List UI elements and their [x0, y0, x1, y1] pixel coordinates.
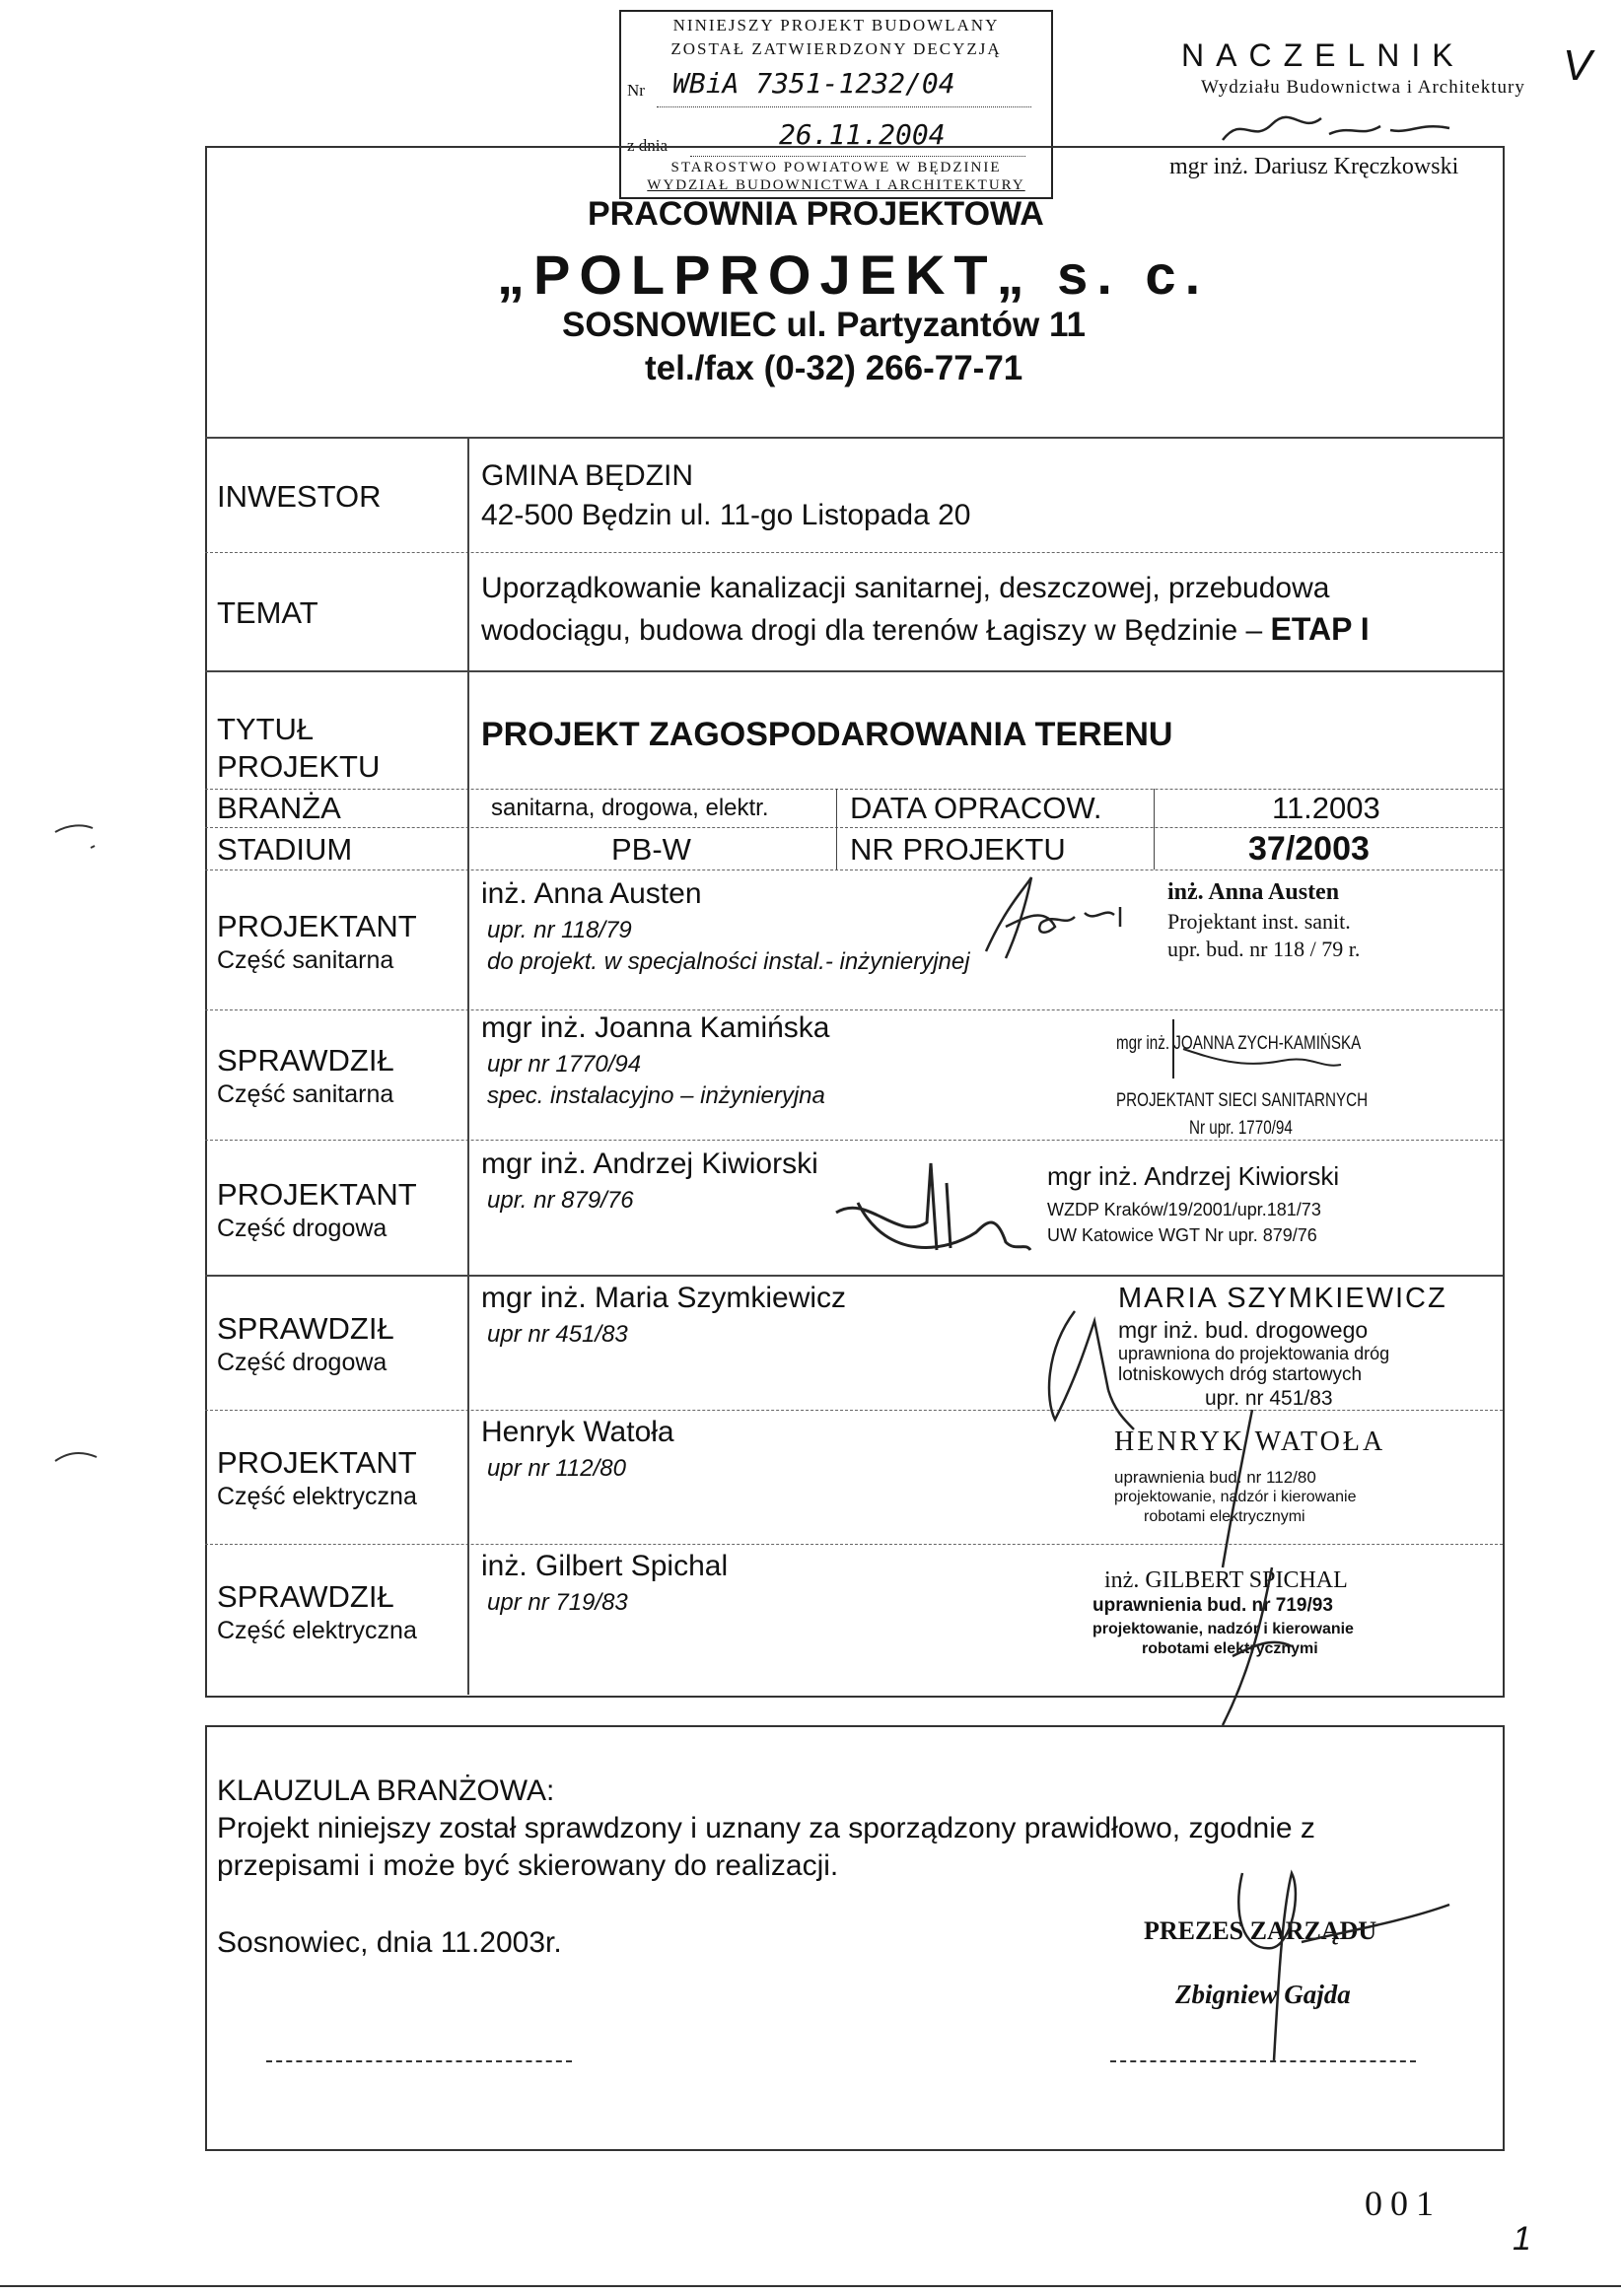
clause-title: KLAUZULA BRANŻOWA:: [217, 1774, 555, 1807]
signature-spichal: [1183, 1538, 1302, 1735]
chief-title: NACZELNIK: [1181, 37, 1465, 73]
person-name: mgr inż. Maria Szymkiewicz: [481, 1282, 847, 1314]
stamp-line: projektowanie, nadzór i kierowanie: [1092, 1621, 1354, 1637]
stamp-line: HENRYK WATOŁA: [1114, 1426, 1386, 1457]
person-part: Część elektryczna: [217, 1483, 417, 1510]
signature-szymkiewicz: [1035, 1291, 1154, 1439]
stamp-line: lotniskowych dróg startowych: [1118, 1364, 1363, 1385]
margin-mark: [49, 1443, 108, 1473]
chief-mark: V: [1563, 41, 1592, 90]
approval-line1: NINIEJSZY PROJEKT BUDOWLANY: [672, 16, 1000, 35]
company-phone: tel./fax (0-32) 266-77-71: [645, 349, 1023, 387]
person-permit: upr. nr 118/79: [487, 917, 632, 943]
person-permit: upr nr 719/83: [487, 1589, 628, 1616]
stamp-line: uprawniona do projektowania dróg: [1118, 1344, 1390, 1363]
stamp-line: upr. bud. nr 118 / 79 r.: [1167, 937, 1361, 961]
person-part: Część drogowa: [217, 1215, 388, 1242]
investor-name: GMINA BĘDZIN: [481, 459, 694, 492]
person-name: mgr inż. Joanna Kamińska: [481, 1011, 830, 1044]
title-label-1: TYTUŁ: [217, 712, 315, 746]
approval-date-value: 26.11.2004: [779, 118, 946, 151]
person-permit: upr. nr 879/76: [487, 1187, 634, 1214]
chief-dept: Wydziału Budownictwa i Architektury: [1201, 77, 1525, 98]
bottom-edge: [0, 2285, 1621, 2287]
stage-label: STADIUM: [217, 832, 353, 867]
divider-header: [205, 437, 1503, 439]
investor-label: INWESTOR: [217, 479, 382, 514]
person-part: Część sanitarna: [217, 1080, 394, 1108]
person-role: PROJEKTANT: [217, 1445, 417, 1480]
stamp-line: MARIA SZYMKIEWICZ: [1118, 1283, 1447, 1314]
stage-value: PB-W: [611, 832, 691, 867]
project-title: PROJEKT ZAGOSPODAROWANIA TERENU: [481, 716, 1173, 753]
stamp-line: mgr inż. bud. drogowego: [1118, 1317, 1369, 1343]
president-name: Zbigniew Gajda: [1175, 1980, 1351, 2009]
signature-austen: [947, 868, 1144, 966]
person-permit: upr nr 451/83: [487, 1321, 628, 1348]
stamp-line: projektowanie, nadzór i kierowanie: [1114, 1489, 1357, 1505]
person-part: Część sanitarna: [217, 946, 394, 974]
title-label-2: PROJEKTU: [217, 749, 381, 784]
signature-kaminska: [1144, 1009, 1380, 1088]
divider-drogowa: [205, 1275, 1503, 1277]
approval-line2: ZOSTAŁ ZATWIERDZONY DECYZJĄ: [670, 39, 1002, 58]
stamp-line: Projektant inst. sanit.: [1167, 909, 1351, 934]
subject-line2: wodociągu, budowa drogi dla terenów Łagiszy w Będzinie – ETAP I: [481, 611, 1370, 647]
person-permit: upr nr 112/80: [487, 1455, 626, 1482]
page-number: 001: [1365, 2184, 1442, 2223]
stamp-line: inż. GILBERT SPICHAL: [1104, 1567, 1348, 1593]
approval-nr-value: WBiA 7351-1232/04: [672, 67, 955, 100]
person-permit: upr nr 1770/94: [487, 1051, 642, 1078]
subject-label: TEMAT: [217, 595, 318, 630]
person-role: PROJEKTANT: [217, 1177, 417, 1212]
stamp-line: inż. Anna Austen: [1167, 879, 1340, 905]
company-name: „POLPROJEKT„ s. c.: [497, 244, 1210, 306]
person-extra: spec. instalacyjno – inżynieryjna: [487, 1082, 825, 1109]
stamp-line: mgr inż. JOANNA ZYCH-KAMIŃSKA: [1116, 1033, 1362, 1054]
date-value: 11.2003: [1272, 791, 1380, 825]
person-role: SPRAWDZIŁ: [217, 1043, 394, 1078]
branch-label: BRANŻA: [217, 791, 341, 825]
person-name: inż. Anna Austen: [481, 877, 702, 910]
stamp-line: mgr inż. Andrzej Kiwiorski: [1047, 1161, 1340, 1191]
person-part: Część elektryczna: [217, 1617, 417, 1644]
subject-stage: ETAP I: [1270, 611, 1370, 647]
stamp-line: uprawnienia bud. nr 719/93: [1092, 1595, 1333, 1616]
stamp-line: WZDP Kraków/19/2001/upr.181/73: [1047, 1200, 1321, 1219]
person-name: inż. Gilbert Spichal: [481, 1550, 729, 1582]
stamp-line: Nr upr. 1770/94: [1189, 1118, 1293, 1139]
approval-office-line1: STAROSTWO POWIATOWE W BĘDZINIE: [670, 160, 1002, 175]
person-role: PROJEKTANT: [217, 909, 417, 943]
stamp-line: UW Katowice WGT Nr upr. 879/76: [1047, 1225, 1317, 1245]
date-label: DATA OPRACOW.: [850, 791, 1102, 825]
stamp-line: upr. nr 451/83: [1205, 1387, 1333, 1410]
divider-subject: [205, 670, 1503, 672]
approval-nr-label: Nr: [627, 81, 645, 100]
company-address: SOSNOWIEC ul. Partyzantów 11: [562, 306, 1086, 344]
approval-office-line2: WYDZIAŁ BUDOWNICTWA I ARCHITEKTURY: [647, 177, 1025, 193]
stamp-line: robotami elektrycznymi: [1144, 1508, 1305, 1525]
person-role: SPRAWDZIŁ: [217, 1311, 394, 1346]
person-extra: do projekt. w specjalności instal.- inżynieryjnej: [487, 948, 970, 975]
stamp-line: robotami elektrycznymi: [1142, 1640, 1318, 1657]
president-title: PREZES ZARZĄDU: [1144, 1916, 1377, 1945]
clause-line2: przepisami i może być skierowany do realizacji.: [217, 1849, 839, 1882]
person-name: mgr inż. Andrzej Kiwiorski: [481, 1148, 818, 1180]
branch-value: sanitarna, drogowa, elektr.: [491, 795, 769, 821]
stamp-line: PROJEKTANT SIECI SANITARNYCH: [1116, 1090, 1369, 1111]
clause-line1: Projekt niniejszy został sprawdzony i uznany za sporządzony prawidłowo, zgodnie z: [217, 1812, 1315, 1844]
chief-name: mgr inż. Dariusz Kręczkowski: [1169, 154, 1459, 179]
person-role: SPRAWDZIŁ: [217, 1579, 394, 1614]
project-nr-label: NR PROJEKTU: [850, 832, 1066, 867]
person-part: Część drogowa: [217, 1349, 388, 1376]
signature-kiwiorski: [828, 1153, 1035, 1262]
signature-line-right: [1110, 2060, 1416, 2062]
margin-mark: [49, 818, 108, 858]
clause-date: Sosnowiec, dnia 11.2003r.: [217, 1926, 562, 1959]
column-divider: [467, 437, 469, 1695]
signature-gajda: [1203, 1853, 1459, 2070]
page-mark: 1: [1513, 2220, 1531, 2258]
investor-address: 42-500 Będzin ul. 11-go Listopada 20: [481, 499, 971, 531]
studio-name: PRACOWNIA PROJEKTOWA: [588, 195, 1044, 233]
stamp-line: uprawnienia bud. nr 112/80: [1114, 1468, 1316, 1487]
subject-line1: Uporządkowanie kanalizacji sanitarnej, deszczowej, przebudowa: [481, 572, 1330, 604]
project-nr-value: 37/2003: [1248, 830, 1370, 868]
approval-date-label: z dnia: [627, 136, 669, 155]
person-name: Henryk Watoła: [481, 1416, 674, 1448]
signature-line-left: [266, 2060, 572, 2062]
